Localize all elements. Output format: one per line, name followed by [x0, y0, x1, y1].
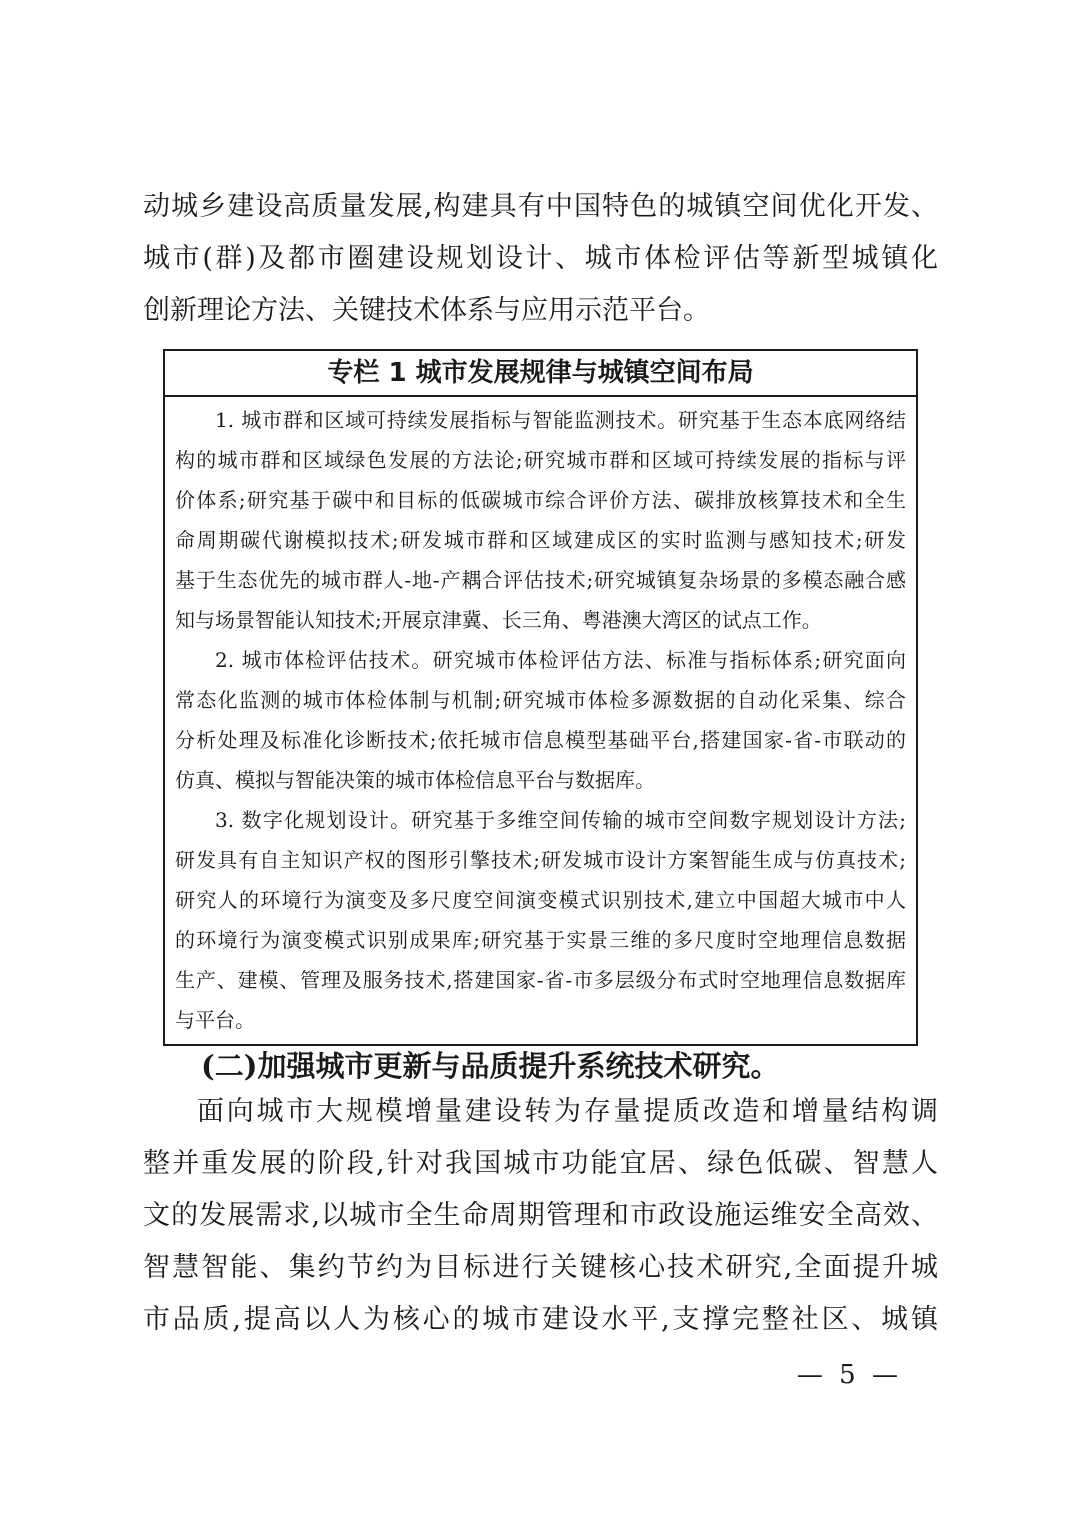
- box-item-2: [175, 640, 906, 800]
- box-item-line: 分析处理及标准化诊断技术;依托城市信息模型基础平台,搭建国家-省-市联动的: [175, 728, 906, 752]
- box-item-line: 常态化监测的城市体检体制与机制;研究城市体检多源数据的自动化采集、综合: [175, 688, 906, 712]
- box-item-line: 生产、建模、管理及服务技术,搭建国家-省-市多层级分布式时空地理信息数据库: [175, 968, 906, 992]
- box-item-line: 仿真、模拟与智能决策的城市体检信息平台与数据库。: [175, 768, 655, 792]
- box-item-line: 与平台。: [175, 1008, 255, 1032]
- box-item-3: [175, 800, 906, 1040]
- box-item-line: 研究人的环境行为演变及多尺度空间演变模式识别技术,建立中国超大城市中人: [175, 888, 906, 912]
- box-item-line: 的环境行为演变模式识别成果库;研究基于实景三维的多尺度时空地理信息数据: [175, 928, 906, 952]
- box-item-line: 基于生态优先的城市群人-地-产耦合评估技术;研究城镇复杂场景的多模态融合感: [175, 568, 906, 592]
- section-heading: (二)加强城市更新与品质提升系统技术研究。: [201, 1049, 780, 1083]
- box-item-line: 知与场景智能认知技术;开展京津冀、长三角、粤港澳大湾区的试点工作。: [175, 608, 822, 632]
- box-item-1: [175, 400, 906, 640]
- box-item-line: 3. 数字化规划设计。研究基于多维空间传输的城市空间数字规划设计方法;: [215, 808, 906, 832]
- intro-paragraph: [143, 181, 938, 337]
- box-item-line: 2. 城市体检评估技术。研究城市体检评估方法、标准与指标体系;研究面向: [215, 648, 906, 672]
- paragraph-line: 动城乡建设高质量发展,构建具有中国特色的城镇空间优化开发、: [143, 191, 938, 222]
- box-item-line: 构的城市群和区域绿色发展的方法论;研究城市群和区域可持续发展的指标与评: [175, 448, 906, 472]
- box-item-line: 价体系;研究基于碳中和目标的低碳城市综合评价方法、碳排放核算技术和全生: [175, 488, 906, 512]
- box-item-line: 命周期碳代谢模拟技术;研发城市群和区域建成区的实时监测与感知技术;研发: [175, 528, 906, 552]
- body-paragraph: [143, 1086, 938, 1346]
- box-item-line: 研发具有自主知识产权的图形引擎技术;研发城市设计方案智能生成与仿真技术;: [175, 848, 906, 872]
- column-box-body: [165, 397, 916, 1044]
- column-box-title: 专栏 1 城市发展规律与城镇空间布局: [165, 351, 916, 397]
- page-number: — 5 —: [796, 1360, 902, 1390]
- paragraph-line: 文的发展需求,以城市全生命周期管理和市政设施运维安全高效、: [143, 1200, 938, 1231]
- paragraph-line: 整并重发展的阶段,针对我国城市功能宜居、绿色低碳、智慧人: [143, 1148, 938, 1179]
- paragraph-line: 智慧智能、集约节约为目标进行关键核心技术研究,全面提升城: [143, 1252, 938, 1283]
- box-item-line: 1. 城市群和区域可持续发展指标与智能监测技术。研究基于生态本底网络结: [215, 408, 906, 432]
- paragraph-line: 创新理论方法、关键技术体系与应用示范平台。: [143, 295, 710, 326]
- column-box: [163, 349, 918, 1046]
- paragraph-line: 城市(群)及都市圈建设规划设计、城市体检评估等新型城镇化: [143, 243, 938, 274]
- paragraph-line: 面向城市大规模增量建设转为存量提质改造和增量结构调: [197, 1096, 938, 1127]
- paragraph-line: 市品质,提高以人为核心的城市建设水平,支撑完整社区、城镇: [143, 1304, 938, 1335]
